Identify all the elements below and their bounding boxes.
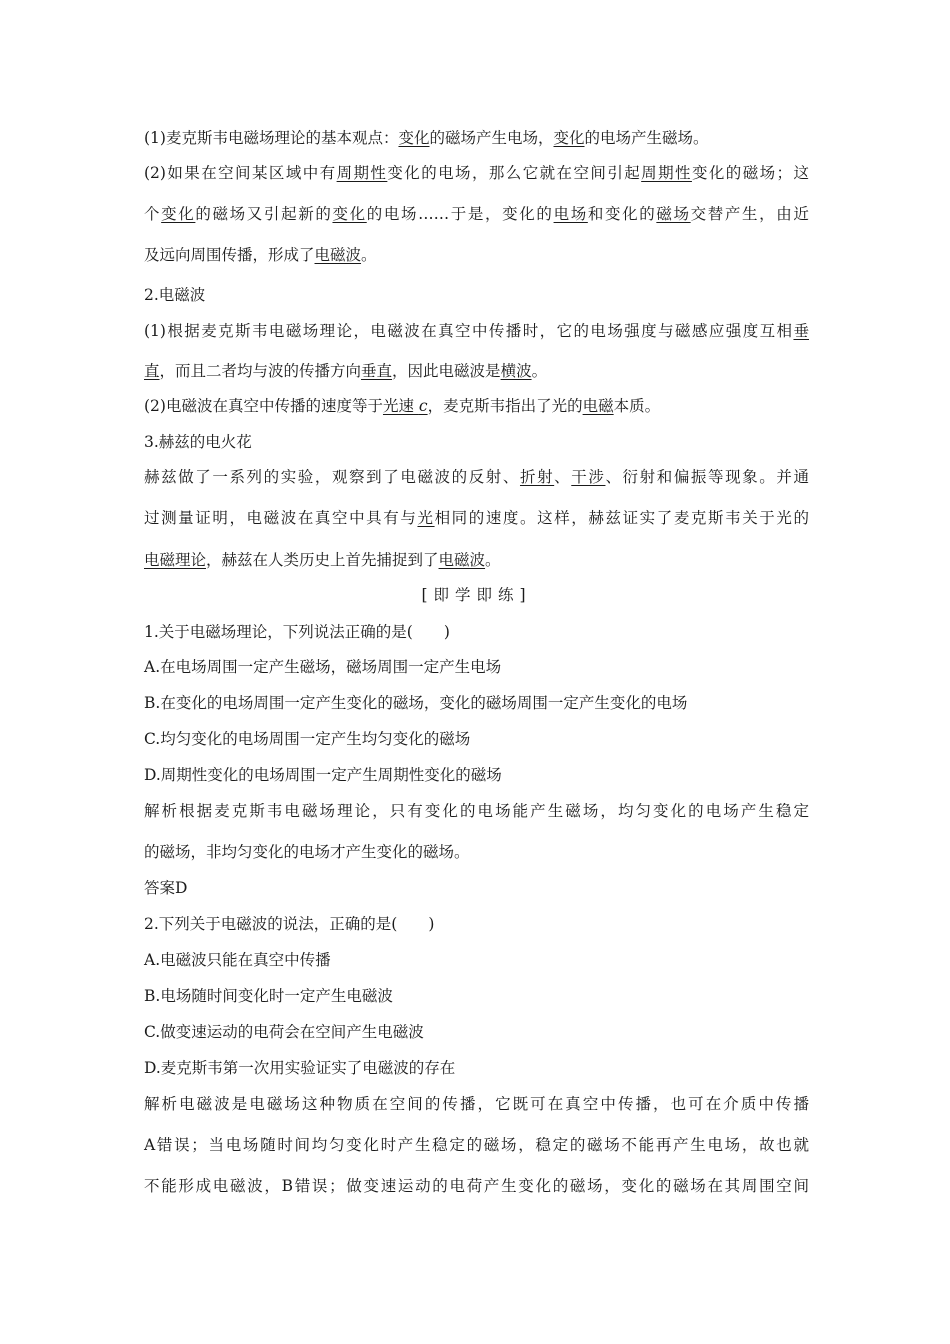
text: (2)电磁波在真空中传播的速度等于 (144, 397, 383, 415)
text: ，因此电磁波是 (392, 362, 501, 380)
text: (1)根据麦克斯韦电磁场理论，电磁波在真空中传播时，它的电场强度与磁感应强度互相 (144, 322, 794, 340)
fill-blank-answer: 周期性 (641, 164, 692, 182)
text: 过测量证明，电磁波在真空中具有与 (144, 509, 418, 527)
text: 、 (554, 468, 572, 486)
text: ，麦克斯韦指出了光的 (427, 397, 583, 415)
fill-blank-answer: 垂 (793, 322, 809, 340)
question-2-stem: 2.下列关于电磁波的说法，正确的是( ) (144, 915, 435, 933)
theory-point-2-line-3 (144, 244, 809, 266)
text: 电磁波是电磁场这种物质在空间的传播，它既可在真空中传播，也可在介质中传播 (179, 1095, 809, 1113)
fill-blank-answer: 折射 (519, 468, 555, 486)
fill-blank-answer: 横波 (500, 362, 532, 380)
hertz-line-2 (144, 507, 809, 529)
text: (1)麦克斯韦电磁场理论的基本观点： (144, 129, 399, 147)
text: 的电场产生磁场。 (584, 129, 709, 147)
answer-value: D (175, 879, 188, 897)
practice-section-title: [即学即练] (421, 586, 532, 604)
fill-blank-answer: 电磁波 (314, 246, 362, 264)
text: 和变化的 (587, 205, 657, 223)
fill-blank-answer: 电磁 (582, 397, 614, 415)
text: 交替产生，由近 (690, 205, 809, 223)
text: ，而且二者均与波的传播方向 (159, 362, 362, 380)
question-2-option-a: A.电磁波只能在真空中传播 (144, 951, 331, 969)
text: 个 (144, 205, 162, 223)
text: 。 (361, 246, 377, 264)
text: 。 (531, 362, 548, 380)
text: (2)如果在空间某区域中有 (144, 164, 337, 182)
question-1-option-d: D.周期性变化的电场周围一定产生周期性变化的磁场 (144, 766, 502, 784)
fill-blank-answer: 干涉 (571, 468, 606, 486)
fill-blank-answer: 垂直 (361, 362, 393, 380)
question-2-analysis-line-1 (144, 1093, 809, 1115)
fill-blank-answer: 周期性 (336, 164, 388, 182)
fill-blank-answer: 电场 (553, 205, 588, 223)
fill-blank-answer: c (418, 397, 428, 415)
hertz-line-3 (144, 549, 809, 571)
question-2-option-d: D.麦克斯韦第一次用实验证实了电磁波的存在 (144, 1059, 456, 1077)
fill-blank-answer: 磁场 (656, 205, 691, 223)
question-2-analysis-line-3: 不能形成电磁波，B错误；做变速运动的电荷产生变化的磁场，变化的磁场在其周围空间 (144, 1177, 809, 1195)
fill-blank-answer: 光速 (382, 397, 419, 415)
text: 及远向周围传播，形成了 (144, 246, 315, 264)
em-wave-point-1-line-1 (144, 320, 809, 342)
question-1-option-b: B.在变化的电场周围一定产生变化的磁场，变化的磁场周围一定产生变化的电场 (144, 694, 688, 712)
section-heading-em-wave: 2.电磁波 (144, 286, 206, 304)
text: 赫兹做了一系列的实验，观察到了电磁波的反射、 (144, 468, 520, 486)
text: 。 (485, 551, 501, 569)
question-1-stem: 1.关于电磁场理论，下列说法正确的是( ) (144, 623, 450, 641)
question-2-option-c: C.做变速运动的电荷会在空间产生电磁波 (144, 1023, 424, 1041)
question-1-option-a: A.在电场周围一定产生磁场，磁场周围一定产生电场 (144, 658, 502, 676)
question-1-analysis-line-2: 的磁场，非均匀变化的电场才产生变化的磁场。 (144, 843, 470, 861)
hertz-line-1 (144, 466, 809, 488)
fill-blank-answer: 变化 (161, 205, 196, 223)
em-wave-point-1-line-2 (144, 360, 809, 382)
text: 变化的电场，那么它就在空间引起 (387, 164, 642, 182)
fill-blank-answer: 电磁理论 (144, 551, 207, 569)
text: 、衍射和偏振等现象。并通 (605, 468, 809, 486)
question-1-answer (144, 877, 809, 899)
fill-blank-answer: 直 (144, 362, 160, 380)
theory-point-2-line-1 (144, 162, 809, 184)
text: 的电场……于是，变化的 (366, 205, 554, 223)
text: 变化的磁场；这 (691, 164, 809, 182)
question-1-analysis-line-1 (144, 800, 809, 822)
section-heading-hertz: 3.赫兹的电火花 (144, 433, 252, 451)
analysis-label: 解析 (144, 802, 180, 820)
answer-label: 答案 (144, 879, 176, 897)
text: 相同的速度。这样，赫兹证实了麦克斯韦关于光的 (434, 509, 809, 527)
text: 的磁场又引起新的 (195, 205, 333, 223)
text: 本质。 (613, 397, 661, 415)
question-2-option-b: B.电场随时间变化时一定产生电磁波 (144, 987, 393, 1005)
fill-blank-answer: 变化 (332, 205, 367, 223)
fill-blank-answer: 变化 (398, 129, 430, 147)
analysis-label: 解析 (144, 1095, 180, 1113)
text: ，赫兹在人类历史上首先捕捉到了 (206, 551, 439, 569)
text: 的磁场产生电场， (429, 129, 554, 147)
theory-point-2-line-2 (144, 203, 809, 225)
fill-blank-answer: 电磁波 (438, 551, 486, 569)
question-1-option-c: C.均匀变化的电场周围一定产生均匀变化的磁场 (144, 730, 471, 748)
text: 根据麦克斯韦电磁场理论，只有变化的电场能产生磁场，均匀变化的电场产生稳定 (179, 802, 809, 820)
question-2-analysis-line-2: A错误；当电场随时间均匀变化时产生稳定的磁场，稳定的磁场不能再产生电场，故也就 (144, 1136, 809, 1154)
fill-blank-answer: 变化 (553, 129, 585, 147)
theory-point-1 (144, 127, 809, 149)
fill-blank-answer: 光 (417, 509, 435, 527)
em-wave-point-2 (144, 395, 809, 417)
